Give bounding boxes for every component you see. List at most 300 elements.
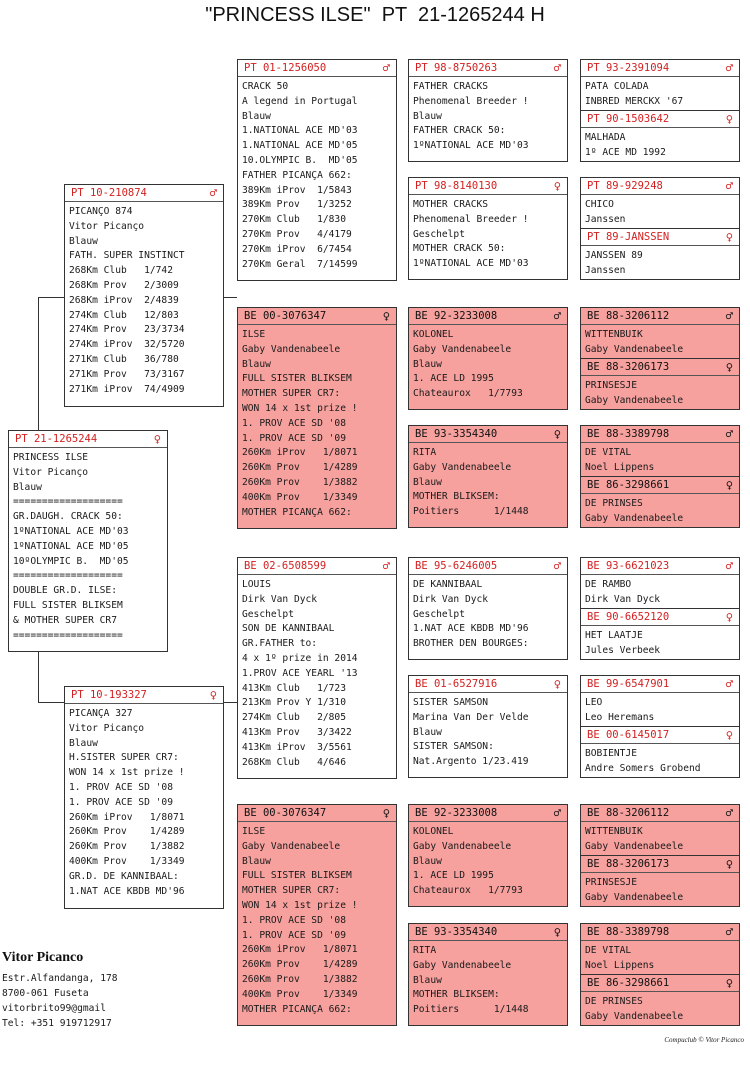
pedigree-line: LOUIS: [242, 579, 271, 590]
pedigree-line: MOTHER PICANÇA 662:: [242, 506, 352, 518]
male-icon: ♂: [209, 186, 217, 200]
male-icon: ♂: [725, 925, 733, 939]
female-icon: ♀: [209, 688, 217, 702]
pedigree-line: LEO: [585, 697, 603, 708]
pedigree-line: 270Km Geral 7/14599: [242, 258, 358, 270]
box-header: [581, 231, 739, 246]
male-icon: ♂: [725, 427, 733, 441]
pedigree-line: Gaby Vandenabeele: [585, 512, 684, 524]
pedigree-line: ===================: [13, 496, 123, 508]
pedigree-line: Blauw: [413, 855, 442, 867]
box-header: [238, 62, 396, 77]
female-icon: ♀: [553, 925, 561, 939]
pedigree-line: 270Km Prov 4/4179: [242, 228, 352, 240]
pedigree-line: WON 14 x 1st prize !: [242, 402, 358, 414]
pedigree-line: Noel Lippens: [585, 461, 655, 473]
ring-number: PT 89-JANSSEN: [587, 231, 670, 243]
box-header: [581, 361, 739, 376]
pedigree-box-gen5: [580, 923, 740, 975]
pedigree-line: Gaby Vandenabeele: [413, 343, 512, 355]
ring-number: BE 92-3233008: [415, 310, 498, 322]
pedigree-box-gen3: [237, 307, 397, 529]
ring-number: BE 00-3076347: [244, 807, 327, 819]
pedigree-line: 268Km Club 4/646: [242, 756, 346, 768]
pedigree-line: MOTHER SUPER CR7:: [242, 885, 341, 897]
box-header: [65, 187, 223, 202]
pedigree-line: 260Km iProv 1/8071: [242, 447, 358, 459]
pedigree-box-gen4: [408, 804, 568, 907]
female-icon: ♀: [382, 309, 390, 323]
pedigree-line: Vitor Picanço: [69, 220, 145, 232]
pedigree-line: MOTHER CRACKS: [413, 199, 489, 210]
pedigree-line: 260Km iProv 1/8071: [69, 811, 185, 823]
pedigree-line: A legend in Portugal: [242, 95, 358, 107]
female-icon: ♀: [382, 806, 390, 820]
pedigree-line: 274Km Club 12/803: [69, 309, 179, 321]
connector-line: [38, 702, 64, 703]
ring-number: PT 90-1503642: [587, 113, 670, 125]
box-header: [409, 428, 567, 443]
female-icon: ♀: [553, 677, 561, 691]
pedigree-line: 1. ACE LD 1995: [413, 870, 494, 882]
owner-city: 8700-061 Fuseta: [2, 988, 89, 999]
pedigree-line: Geschelpt: [242, 608, 294, 620]
pedigree-line: Nat.Argento 1/23.419: [413, 756, 529, 768]
box-header: [581, 858, 739, 873]
pedigree-line: PRINCESS ILSE: [13, 452, 89, 463]
pedigree-box-subject: [8, 430, 168, 652]
female-icon: ♀: [725, 728, 733, 742]
box-header: [581, 62, 739, 77]
ring-number: BE 88-3206112: [587, 310, 670, 322]
female-icon: ♀: [725, 610, 733, 624]
owner-email: vitorbrito99@gmail: [2, 1003, 106, 1014]
pedigree-line: PRINSESJE: [585, 877, 637, 888]
ring-number: BE 90-6652120: [587, 611, 670, 623]
pedigree-line: DE KANNIBAAL: [413, 579, 483, 590]
pedigree-line: Dirk Van Dyck: [585, 593, 661, 605]
female-icon: ♀: [725, 112, 733, 126]
pedigree-box-gen5: [580, 228, 740, 280]
pedigree-box-gen4: [408, 425, 568, 528]
male-icon: ♂: [725, 61, 733, 75]
connector-line: [224, 702, 237, 703]
pedigree-line: Jules Verbeek: [585, 644, 661, 656]
page-title: "PRINCESS ILSE" PT 21-1265244 H: [205, 4, 545, 26]
pedigree-line: MOTHER PICANÇA 662:: [242, 1003, 352, 1015]
pedigree-line: 260Km Prov 1/4289: [69, 826, 185, 838]
pedigree-line: FULL SISTER BLIKSEM: [13, 599, 123, 611]
pedigree-line: SISTER SAMSON: [413, 697, 489, 708]
pedigree-line: Chateaurox 1/7793: [413, 885, 523, 897]
ring-number: BE 00-6145017: [587, 729, 670, 741]
pedigree-line: 1. PROV ACE SD '08: [69, 781, 173, 793]
pedigree-line: GR.FATHER to:: [242, 638, 318, 650]
pedigree-line: Gaby Vandenabeele: [585, 840, 684, 852]
pedigree-line: 400Km Prov 1/3349: [242, 491, 358, 503]
box-header: [238, 807, 396, 822]
pedigree-line: DE PRINSES: [585, 996, 643, 1007]
pedigree-line: WITTENBUIK: [585, 329, 643, 340]
box-header: [409, 560, 567, 575]
pedigree-box-gen5: [580, 110, 740, 162]
pedigree-line: CRACK 50: [242, 81, 289, 92]
pedigree-line: DE VITAL: [585, 447, 632, 458]
pedigree-line: Blauw: [69, 235, 98, 247]
pedigree-line: CHICO: [585, 199, 614, 210]
female-icon: ♀: [553, 427, 561, 441]
pedigree-line: Andre Somers Grobend: [585, 762, 701, 774]
pedigree-line: 1. PROV ACE SD '09: [242, 929, 346, 941]
male-icon: ♂: [725, 806, 733, 820]
male-icon: ♂: [382, 559, 390, 573]
pedigree-line: Poitiers 1/1448: [413, 1004, 529, 1016]
female-icon: ♀: [153, 432, 161, 446]
pedigree-line: Gaby Vandenabeele: [413, 461, 512, 473]
pedigree-box-gen4: [408, 177, 568, 280]
box-header: [9, 433, 167, 448]
pedigree-line: Gaby Vandenabeele: [585, 343, 684, 355]
pedigree-box-gen5: [580, 974, 740, 1026]
pedigree-line: 260Km Prov 1/3882: [69, 841, 185, 853]
pedigree-line: 1.NATIONAL ACE MD'03: [242, 125, 358, 137]
connector-line: [38, 652, 39, 702]
male-icon: ♂: [725, 179, 733, 193]
pedigree-line: ===================: [13, 570, 123, 582]
ring-number: BE 88-3389798: [587, 926, 670, 938]
pedigree-box-gen5: [580, 557, 740, 609]
box-header: [409, 926, 567, 941]
female-icon: ♀: [725, 857, 733, 871]
male-icon: ♂: [553, 309, 561, 323]
pedigree-line: 1.PROV ACE YEARL '13: [242, 667, 358, 679]
female-icon: ♀: [725, 360, 733, 374]
pedigree-line: SON DE KANNIBAAL: [242, 623, 335, 635]
pedigree-line: Leo Heremans: [585, 711, 655, 723]
pedigree-line: Janssen: [585, 213, 626, 225]
female-icon: ♀: [725, 230, 733, 244]
ring-number: BE 93-3354340: [415, 428, 498, 440]
female-icon: ♀: [553, 179, 561, 193]
pedigree-line: MOTHER SUPER CR7:: [242, 388, 341, 400]
male-icon: ♂: [553, 61, 561, 75]
pedigree-line: ===================: [13, 629, 123, 641]
ring-number: PT 98-8750263: [415, 62, 498, 74]
box-header: [581, 807, 739, 822]
pedigree-line: MOTHER BLIKSEM:: [413, 989, 500, 1001]
pedigree-box-gen5: [580, 804, 740, 856]
pedigree-line: FATHER CRACK 50:: [413, 125, 506, 137]
box-header: [581, 611, 739, 626]
pedigree-line: 389Km Prov 1/3252: [242, 199, 352, 211]
pedigree-line: FULL SISTER BLIKSEM: [242, 373, 352, 385]
pedigree-box-gen5: [580, 358, 740, 410]
pedigree-line: 260Km Prov 1/3882: [242, 973, 358, 985]
pedigree-line: FULL SISTER BLIKSEM: [242, 870, 352, 882]
female-icon: ♀: [725, 976, 733, 990]
box-header: [581, 180, 739, 195]
pedigree-line: 10ºOLYMPIC B. MD'05: [13, 555, 129, 567]
pedigree-line: H.SISTER SUPER CR7:: [69, 752, 179, 764]
owner-phone: Tel: +351 919712917: [2, 1018, 112, 1029]
credit-text: Compuclub © Vitor Picanco: [664, 1036, 744, 1044]
pedigree-line: PATA COLADA: [585, 81, 649, 92]
pedigree-line: Gaby Vandenabeele: [242, 343, 341, 355]
pedigree-line: PRINSESJE: [585, 380, 637, 391]
pedigree-line: KOLONEL: [413, 329, 454, 340]
pedigree-line: 1. PROV ACE SD '09: [242, 432, 346, 444]
owner-address: Estr.Alfandanga, 178: [2, 973, 118, 984]
pedigree-line: Blauw: [242, 110, 271, 122]
pedigree-box-gen4: [408, 923, 568, 1026]
pedigree-line: 260Km Prov 1/3882: [242, 476, 358, 488]
pedigree-line: 1.NAT ACE KBDB MD'96: [69, 885, 185, 897]
pedigree-line: DE RAMBO: [585, 579, 632, 590]
connector-line: [38, 297, 39, 430]
pedigree-box-gen4: [408, 557, 568, 660]
pedigree-box-gen5: [580, 307, 740, 359]
ring-number: PT 89-929248: [587, 180, 663, 192]
pedigree-line: FATHER PICANÇA 662:: [242, 169, 352, 181]
pedigree-line: WON 14 x 1st prize !: [69, 767, 185, 779]
pedigree-line: Poitiers 1/1448: [413, 506, 529, 518]
pedigree-line: ILSE: [242, 329, 266, 340]
pedigree-line: FATH. SUPER INSTINCT: [69, 250, 185, 262]
owner-name: Vitor Picanco: [2, 950, 84, 965]
pedigree-line: GR.DAUGH. CRACK 50:: [13, 511, 123, 523]
ring-number: PT 98-8140130: [415, 180, 498, 192]
pedigree-line: MALHADA: [585, 132, 626, 143]
pedigree-line: 213Km Prov Y 1/310: [242, 697, 346, 709]
pedigree-line: Marina Van Der Velde: [413, 711, 529, 723]
ring-number: BE 88-3206173: [587, 858, 670, 870]
pedigree-box-sire: [64, 184, 224, 407]
pedigree-line: Janssen: [585, 264, 626, 276]
connector-line: [38, 297, 64, 298]
pedigree-line: Blauw: [242, 358, 271, 370]
box-header: [581, 310, 739, 325]
ring-number: BE 86-3298661: [587, 479, 670, 491]
pedigree-line: Phenomenal Breeder !: [413, 95, 529, 107]
pedigree-line: 270Km Club 1/830: [242, 214, 346, 226]
pedigree-line: 274Km Club 2/805: [242, 712, 346, 724]
pedigree-line: Gaby Vandenabeele: [413, 840, 512, 852]
pedigree-line: 1ºNATIONAL ACE MD'05: [13, 540, 129, 552]
pedigree-line: Blauw: [413, 974, 442, 986]
pedigree-line: Blauw: [413, 110, 442, 122]
pedigree-box-gen5: [580, 177, 740, 229]
pedigree-line: 10.OLYMPIC B. MD'05: [242, 154, 358, 166]
ring-number: BE 99-6547901: [587, 678, 670, 690]
box-header: [581, 479, 739, 494]
pedigree-line: 1.NAT ACE KBDB MD'96: [413, 623, 529, 635]
pedigree-line: 268Km iProv 2/4839: [69, 294, 179, 306]
pedigree-box-gen5: [580, 59, 740, 111]
pedigree-line: 1. PROV ACE SD '09: [69, 796, 173, 808]
pedigree-line: 413Km iProv 3/5561: [242, 741, 352, 753]
pedigree-line: 413Km Prov 3/3422: [242, 726, 352, 738]
pedigree-line: 1º ACE MD 1992: [585, 146, 666, 158]
female-icon: ♀: [725, 478, 733, 492]
pedigree-line: Vitor Picanço: [13, 466, 89, 478]
box-header: [409, 807, 567, 822]
box-header: [409, 310, 567, 325]
pedigree-line: Blauw: [413, 476, 442, 488]
pedigree-line: MOTHER CRACK 50:: [413, 243, 506, 255]
pedigree-line: Geschelpt: [413, 228, 465, 240]
pedigree-line: KOLONEL: [413, 826, 454, 837]
pedigree-box-gen5: [580, 675, 740, 727]
ring-number: PT 10-193327: [71, 689, 147, 701]
pedigree-line: 1. PROV ACE SD '08: [242, 914, 346, 926]
ring-number: BE 86-3298661: [587, 977, 670, 989]
ring-number: BE 92-3233008: [415, 807, 498, 819]
box-header: [238, 560, 396, 575]
pedigree-line: 1ºNATIONAL ACE MD'03: [13, 525, 129, 537]
pedigree-line: PICANÇA 327: [69, 708, 133, 719]
pedigree-line: Dirk Van Dyck: [413, 593, 489, 605]
pedigree-line: 1ºNATIONAL ACE MD'03: [413, 258, 529, 270]
pedigree-line: PICANÇO 874: [69, 206, 133, 217]
male-icon: ♂: [725, 559, 733, 573]
pedigree-line: Gaby Vandenabeele: [585, 891, 684, 903]
pedigree-line: DOUBLE GR.D. ILSE:: [13, 585, 117, 597]
pedigree-line: WITTENBUIK: [585, 826, 643, 837]
pedigree-line: 260Km Prov 1/4289: [242, 959, 358, 971]
box-header: [581, 428, 739, 443]
box-header: [65, 689, 223, 704]
box-header: [581, 926, 739, 941]
ring-number: BE 01-6527916: [415, 678, 498, 690]
pedigree-line: Vitor Picanço: [69, 722, 145, 734]
ring-number: BE 88-3389798: [587, 428, 670, 440]
pedigree-line: 271Km Club 36/780: [69, 353, 179, 365]
pedigree-line: 274Km Prov 23/3734: [69, 324, 185, 336]
pedigree-line: 268Km Prov 2/3009: [69, 279, 179, 291]
pedigree-line: ILSE: [242, 826, 266, 837]
pedigree-box-gen3: [237, 59, 397, 281]
pedigree-line: 400Km Prov 1/3349: [69, 855, 185, 867]
pedigree-line: 260Km iProv 1/8071: [242, 944, 358, 956]
pedigree-box-gen5: [580, 608, 740, 660]
male-icon: ♂: [553, 559, 561, 573]
pedigree-line: HET LAATJE: [585, 630, 643, 641]
pedigree-line: Blauw: [13, 481, 42, 493]
ring-number: BE 93-6621023: [587, 560, 670, 572]
pedigree-box-gen3: [237, 557, 397, 779]
ring-number: BE 95-6246005: [415, 560, 498, 572]
ring-number: BE 00-3076347: [244, 310, 327, 322]
pedigree-line: 413Km Club 1/723: [242, 682, 346, 694]
pedigree-line: Geschelpt: [413, 608, 465, 620]
pedigree-box-gen4: [408, 307, 568, 410]
ring-number: PT 93-2391094: [587, 62, 670, 74]
pedigree-line: DE PRINSES: [585, 498, 643, 509]
pedigree-line: Gaby Vandenabeele: [413, 959, 512, 971]
male-icon: ♂: [725, 677, 733, 691]
pedigree-box-gen5: [580, 855, 740, 907]
pedigree-line: 4 x 1º prize in 2014: [242, 652, 358, 664]
box-header: [409, 678, 567, 693]
pedigree-box-dam: [64, 686, 224, 909]
pedigree-line: 1. PROV ACE SD '08: [242, 417, 346, 429]
ring-number: PT 10-210874: [71, 187, 147, 199]
pedigree-line: RITA: [413, 447, 437, 458]
box-header: [581, 678, 739, 693]
male-icon: ♂: [553, 806, 561, 820]
box-header: [581, 729, 739, 744]
pedigree-line: Phenomenal Breeder !: [413, 213, 529, 225]
pedigree-line: 268Km Club 1/742: [69, 265, 173, 277]
pedigree-line: 1. ACE LD 1995: [413, 373, 494, 385]
pedigree-line: Gaby Vandenabeele: [585, 1010, 684, 1022]
ring-number: PT 01-1256050: [244, 62, 327, 74]
connector-line: [224, 297, 237, 298]
pedigree-box-gen5: [580, 476, 740, 528]
pedigree-line: DE VITAL: [585, 945, 632, 956]
pedigree-line: Gaby Vandenabeele: [585, 394, 684, 406]
pedigree-box-gen5: [580, 726, 740, 778]
pedigree-line: MOTHER BLIKSEM:: [413, 491, 500, 503]
pedigree-line: 389Km iProv 1/5843: [242, 184, 352, 196]
pedigree-line: Chateaurox 1/7793: [413, 388, 523, 400]
male-icon: ♂: [382, 61, 390, 75]
male-icon: ♂: [725, 309, 733, 323]
pedigree-box-gen5: [580, 425, 740, 477]
box-header: [238, 310, 396, 325]
pedigree-line: JANSSEN 89: [585, 250, 643, 261]
pedigree-box-gen3: [237, 804, 397, 1026]
box-header: [581, 113, 739, 128]
pedigree-line: Blauw: [413, 726, 442, 738]
pedigree-line: WON 14 x 1st prize !: [242, 899, 358, 911]
pedigree-line: Blauw: [242, 855, 271, 867]
pedigree-line: SISTER SAMSON:: [413, 741, 494, 753]
pedigree-line: GR.D. DE KANNIBAAL:: [69, 870, 179, 882]
pedigree-line: Dirk Van Dyck: [242, 593, 318, 605]
pedigree-line: 1ºNATIONAL ACE MD'03: [413, 140, 529, 152]
ring-number: PT 21-1265244: [15, 433, 98, 445]
pedigree-line: INBRED MERCKX '67: [585, 95, 684, 107]
box-header: [581, 977, 739, 992]
box-header: [409, 180, 567, 195]
pedigree-line: 1.NATIONAL ACE MD'05: [242, 140, 358, 152]
pedigree-line: Blauw: [69, 737, 98, 749]
pedigree-line: 260Km Prov 1/4289: [242, 462, 358, 474]
pedigree-box-gen4: [408, 675, 568, 778]
pedigree-line: BOBIENTJE: [585, 748, 637, 759]
box-header: [581, 560, 739, 575]
pedigree-line: BROTHER DEN BOURGES:: [413, 638, 529, 650]
pedigree-line: Blauw: [413, 358, 442, 370]
pedigree-line: 270Km iProv 6/7454: [242, 243, 352, 255]
pedigree-line: FATHER CRACKS: [413, 81, 489, 92]
pedigree-box-gen4: [408, 59, 568, 162]
pedigree-line: 271Km Prov 73/3167: [69, 368, 185, 380]
ring-number: BE 88-3206173: [587, 361, 670, 373]
pedigree-line: 400Km Prov 1/3349: [242, 988, 358, 1000]
box-header: [409, 62, 567, 77]
ring-number: BE 93-3354340: [415, 926, 498, 938]
pedigree-line: Noel Lippens: [585, 959, 655, 971]
pedigree-line: 274Km iProv 32/5720: [69, 339, 185, 351]
ring-number: BE 88-3206112: [587, 807, 670, 819]
pedigree-line: Gaby Vandenabeele: [242, 840, 341, 852]
pedigree-line: & MOTHER SUPER CR7: [13, 614, 117, 626]
ring-number: BE 02-6508599: [244, 560, 327, 572]
pedigree-line: 271Km iProv 74/4909: [69, 383, 185, 395]
pedigree-line: RITA: [413, 945, 437, 956]
